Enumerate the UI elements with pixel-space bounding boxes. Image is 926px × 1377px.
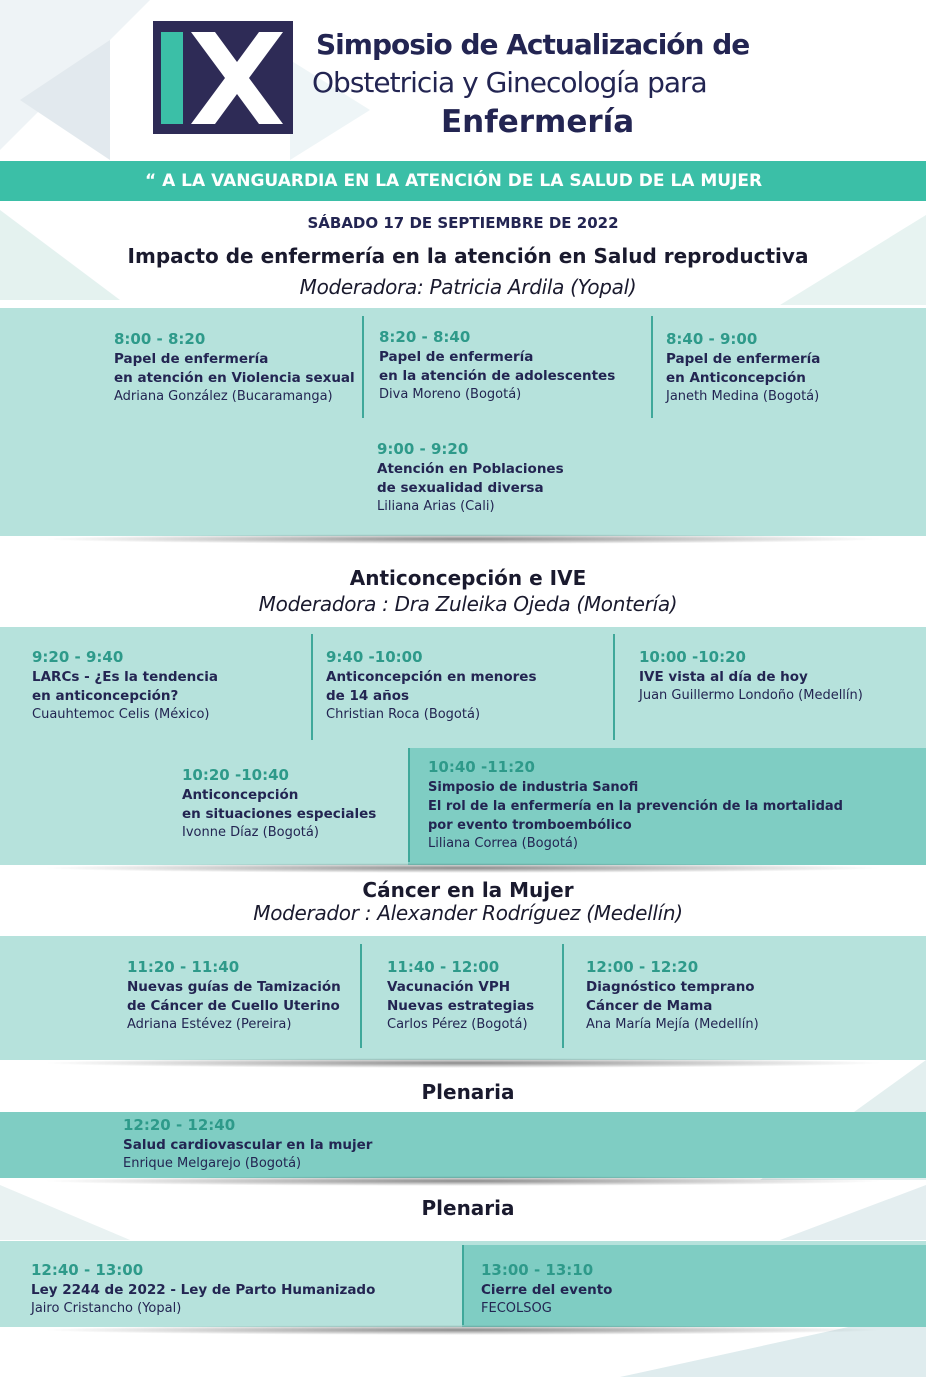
slot-speaker: Janeth Medina (Bogotá)	[666, 389, 820, 404]
slot-title: Papel de enfermería	[114, 351, 269, 367]
schedule-slot	[428, 758, 843, 853]
slot-speaker: Ivonne Díaz (Bogotá)	[182, 825, 319, 840]
slot-speaker: Adriana Estévez (Pereira)	[127, 1017, 292, 1032]
event-date: SÁBADO 17 DE SEPTIEMBRE DE 2022	[307, 214, 619, 232]
slot-title: Nuevas guías de Tamización	[127, 979, 341, 995]
slot-title: Anticoncepción	[182, 787, 299, 803]
schedule-slot	[127, 958, 341, 1034]
slot-speaker: Carlos Pérez (Bogotá)	[387, 1017, 528, 1032]
slot-time: 8:00 - 8:20	[114, 330, 206, 348]
divider	[613, 634, 615, 740]
logo-bar	[161, 32, 183, 124]
schedule-slot	[387, 958, 534, 1034]
slot-title: en la atención de adolescentes	[379, 368, 616, 384]
slot-time: 12:00 - 12:20	[586, 958, 699, 976]
slot-title: de sexualidad diversa	[377, 480, 544, 496]
schedule-slot	[114, 330, 355, 406]
logo-x-mark	[191, 32, 283, 124]
slot-speaker: Cuauhtemoc Celis (México)	[32, 707, 210, 722]
divider	[651, 316, 653, 418]
divider	[408, 748, 410, 862]
slot-time: 9:20 - 9:40	[32, 648, 124, 666]
slot-time: 10:00 -10:20	[639, 648, 746, 666]
slot-title: en atención en Violencia sexual	[114, 370, 355, 386]
section-moderator: Moderador : Alexander Rodríguez (Medellín)	[253, 901, 683, 925]
schedule-slot	[639, 648, 863, 705]
section-title: Anticoncepción e IVE	[349, 566, 587, 590]
schedule-slot	[481, 1261, 612, 1318]
slot-title: Nuevas estrategias	[387, 998, 535, 1014]
slot-title: en Anticoncepción	[666, 370, 806, 386]
slot-speaker: Adriana González (Bucaramanga)	[114, 389, 333, 404]
slot-time: 10:20 -10:40	[182, 766, 289, 784]
band-shadow	[40, 1176, 886, 1186]
section-title: Plenaria	[421, 1196, 515, 1220]
slot-speaker: Liliana Arias (Cali)	[377, 499, 495, 514]
slot-title: Anticoncepción en menores	[326, 669, 537, 685]
slot-time: 9:00 - 9:20	[377, 440, 469, 458]
slot-time: 12:20 - 12:40	[123, 1116, 236, 1134]
slot-title: por evento tromboembólico	[428, 818, 632, 833]
slot-speaker: Ana María Mejía (Medellín)	[586, 1017, 759, 1032]
schedule-slot	[666, 330, 820, 406]
section-moderator: Moderadora : Dra Zuleika Ojeda (Montería)	[258, 592, 678, 616]
schedule-slot	[379, 328, 615, 404]
divider	[462, 1245, 464, 1325]
section-moderator: Moderadora: Patricia Ardila (Yopal)	[299, 275, 637, 299]
divider	[360, 944, 362, 1048]
slot-speaker: Enrique Melgarejo (Bogotá)	[123, 1156, 302, 1171]
slot-title: Cáncer de Mama	[586, 998, 713, 1014]
slot-title: Atención en Poblaciones	[377, 461, 564, 477]
divider	[311, 634, 313, 740]
schedule-slot	[377, 440, 564, 516]
slot-title: Papel de enfermería	[379, 349, 534, 365]
slot-title: en situaciones especiales	[182, 806, 377, 822]
logo	[153, 21, 293, 134]
slogan-text: “ A LA VANGUARDIA EN LA ATENCIÓN DE LA SALUD DE LA MUJER	[145, 171, 763, 191]
slot-title: de 14 años	[326, 688, 410, 704]
slot-title: Cierre del evento	[481, 1282, 613, 1298]
band-shadow	[40, 1325, 886, 1335]
schedule-slot	[32, 648, 218, 724]
slot-title: Papel de enfermería	[666, 351, 821, 367]
slot-speaker: FECOLSOG	[481, 1301, 552, 1316]
slot-title: en anticoncepción?	[32, 688, 179, 704]
divider	[362, 316, 364, 418]
title-line-2: Obstetricia y Ginecología para	[312, 66, 707, 99]
slot-speaker: Christian Roca (Bogotá)	[326, 707, 481, 722]
slot-title: IVE vista al día de hoy	[639, 669, 808, 685]
schedule-slot	[326, 648, 537, 724]
slot-time: 8:40 - 9:00	[666, 330, 758, 348]
slot-time: 9:40 -10:00	[326, 648, 423, 666]
band-shadow	[40, 863, 886, 873]
slot-time: 11:20 - 11:40	[127, 958, 240, 976]
slot-title: Diagnóstico temprano	[586, 979, 755, 995]
band-shadow	[40, 534, 886, 544]
slot-time: 10:40 -11:20	[428, 758, 535, 776]
schedule-slot	[586, 958, 759, 1034]
slot-title: de Cáncer de Cuello Uterino	[127, 998, 340, 1014]
schedule-slot	[123, 1116, 372, 1173]
slot-time: 8:20 - 8:40	[379, 328, 471, 346]
slot-title: LARCs - ¿Es la tendencia	[32, 669, 219, 685]
slogan-banner	[0, 161, 926, 201]
slot-title: Simposio de industria Sanofi	[428, 780, 639, 795]
title-line-1: Simposio de Actualización de	[316, 28, 750, 61]
section-title: Cáncer en la Mujer	[362, 878, 574, 902]
section-title: Impacto de enfermería en la atención en Salud reproductiva	[127, 244, 809, 268]
divider	[562, 944, 564, 1048]
band-shadow	[40, 1058, 886, 1068]
slot-time: 12:40 - 13:00	[31, 1261, 144, 1279]
slot-speaker: Juan Guillermo Londoño (Medellín)	[639, 688, 863, 703]
slot-time: 11:40 - 12:00	[387, 958, 500, 976]
slot-speaker: Liliana Correa (Bogotá)	[428, 836, 578, 851]
slot-title: Ley 2244 de 2022 - Ley de Parto Humanizado	[31, 1282, 376, 1298]
slot-speaker: Jairo Cristancho (Yopal)	[31, 1301, 182, 1316]
schedule-slot	[31, 1261, 375, 1318]
slot-title: El rol de la enfermería en la prevención de la mortalidad	[428, 799, 843, 814]
slot-title: Salud cardiovascular en la mujer	[123, 1137, 373, 1153]
title-line-3: Enfermería	[441, 104, 635, 140]
slot-time: 13:00 - 13:10	[481, 1261, 594, 1279]
slot-title: Vacunación VPH	[387, 979, 511, 995]
section-title: Plenaria	[421, 1080, 515, 1104]
schedule-slot	[182, 766, 376, 842]
slot-speaker: Diva Moreno (Bogotá)	[379, 387, 522, 402]
